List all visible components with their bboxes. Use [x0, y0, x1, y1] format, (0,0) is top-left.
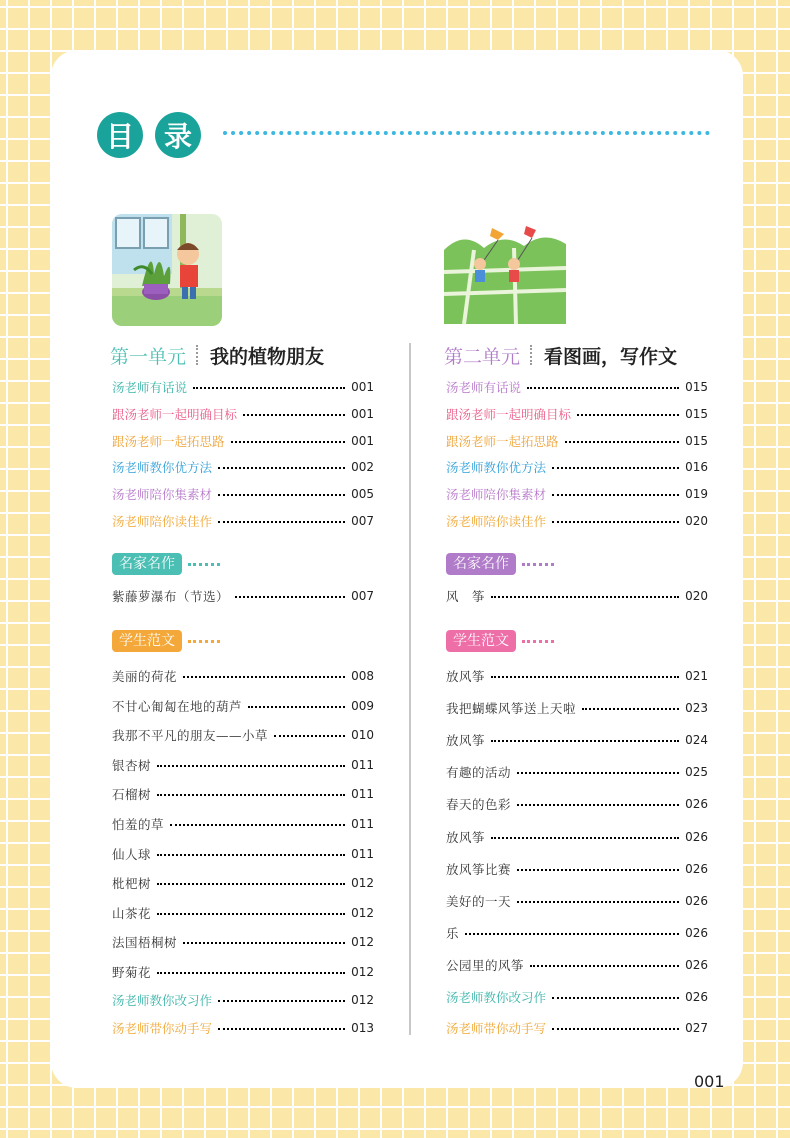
toc-entry-label: 风 筝: [446, 589, 486, 604]
toc-entry-student-work[interactable]: [112, 932, 374, 952]
toc-leader-dots: [552, 1028, 679, 1030]
page-number: 001: [694, 1072, 725, 1091]
toc-entry-closing[interactable]: [446, 1018, 708, 1038]
toc-entry-closing[interactable]: [112, 990, 374, 1010]
toc-entry-label: 汤老师有话说: [446, 380, 522, 395]
toc-leader-dots: [582, 708, 679, 710]
toc-entry-student-work[interactable]: [112, 903, 374, 923]
toc-leader-dots: [552, 521, 679, 523]
famous-works-label: 名家名作: [446, 553, 516, 575]
toc-entry-page: 026: [685, 990, 708, 1004]
toc-entry-student-work[interactable]: [446, 698, 708, 718]
toc-entry-page: 026: [685, 926, 708, 940]
toc-entry-section[interactable]: [112, 457, 374, 477]
toc-entry-label: 汤老师教你改习作: [112, 993, 213, 1008]
toc-leader-dots: [248, 706, 345, 708]
toc-entry-label: 跟汤老师一起拓思路: [112, 434, 225, 449]
toc-entry-page: 021: [685, 669, 708, 683]
toc-entry-page: 011: [351, 847, 374, 861]
toc-entry-page: 011: [351, 758, 374, 772]
toc-leader-dots: [491, 740, 679, 742]
toc-entry-student-work[interactable]: [446, 859, 708, 879]
toc-entry-label: 我把蝴蝶风筝送上天啦: [446, 701, 577, 716]
toc-title: [97, 112, 201, 162]
toc-entry-section[interactable]: [446, 431, 708, 451]
famous-works-tag: [112, 553, 220, 575]
toc-leader-dots: [231, 441, 346, 443]
toc-entry-page: 026: [685, 797, 708, 811]
toc-leader-dots: [157, 794, 345, 796]
toc-entry-page: 013: [351, 1021, 374, 1035]
toc-entry-page: 001: [351, 434, 374, 448]
toc-leader-dots: [157, 972, 345, 974]
student-works-label: 学生范文: [112, 630, 182, 652]
toc-entry-label: 枇杷树: [112, 876, 152, 891]
toc-entry-page: 010: [351, 728, 374, 742]
toc-entry-label: 汤老师教你优方法: [112, 460, 213, 475]
toc-entry-famous-work[interactable]: [446, 586, 708, 606]
toc-entry-student-work[interactable]: [446, 923, 708, 943]
toc-leader-dots: [274, 735, 345, 737]
toc-entry-section[interactable]: [446, 457, 708, 477]
title-char-2: 录: [155, 112, 201, 158]
toc-entry-student-work[interactable]: [446, 794, 708, 814]
toc-entry-student-work[interactable]: [112, 725, 374, 745]
unit-header: [444, 342, 677, 368]
toc-leader-dots: [218, 494, 345, 496]
toc-entry-label: 汤老师带你动手写: [446, 1021, 547, 1036]
toc-entry-page: 027: [685, 1021, 708, 1035]
toc-entry-label: 汤老师教你改习作: [446, 990, 547, 1005]
toc-entry-section[interactable]: [446, 404, 708, 424]
toc-entry-student-work[interactable]: [446, 762, 708, 782]
unit-name: 看图画，写作文: [544, 345, 678, 368]
toc-entry-label: 公园里的风筝: [446, 958, 525, 973]
toc-entry-section[interactable]: [446, 511, 708, 531]
toc-entry-page: 012: [351, 876, 374, 890]
toc-entry-label: 放风筝: [446, 669, 486, 684]
toc-entry-page: 002: [351, 460, 374, 474]
tag-dots: [188, 640, 220, 643]
toc-entry-section[interactable]: [112, 511, 374, 531]
toc-leader-dots: [157, 883, 345, 885]
toc-leader-dots: [517, 901, 679, 903]
toc-entry-closing[interactable]: [446, 987, 708, 1007]
toc-leader-dots: [218, 1000, 345, 1002]
toc-leader-dots: [491, 837, 679, 839]
toc-entry-label: 山茶花: [112, 906, 152, 921]
toc-entry-page: 001: [351, 380, 374, 394]
toc-entry-student-work[interactable]: [112, 962, 374, 982]
unit-header-separator: [530, 345, 534, 365]
toc-leader-dots: [157, 913, 345, 915]
toc-entry-label: 有趣的活动: [446, 765, 512, 780]
toc-leader-dots: [491, 596, 679, 598]
toc-entry-label: 石榴树: [112, 787, 152, 802]
toc-entry-label: 春天的色彩: [446, 797, 512, 812]
toc-leader-dots: [193, 387, 345, 389]
toc-entry-section[interactable]: [446, 484, 708, 504]
toc-entry-page: 020: [685, 514, 708, 528]
toc-entry-label: 乐: [446, 926, 460, 941]
toc-entry-label: 放风筝: [446, 830, 486, 845]
toc-leader-dots: [243, 414, 345, 416]
toc-entry-student-work[interactable]: [112, 844, 374, 864]
toc-entry-label: 怕羞的草: [112, 817, 165, 832]
toc-entry-label: 汤老师陪你读佳作: [446, 514, 547, 529]
toc-leader-dots: [465, 933, 679, 935]
toc-leader-dots: [235, 596, 345, 598]
famous-works-label: 名家名作: [112, 553, 182, 575]
toc-leader-dots: [552, 467, 679, 469]
toc-leader-dots: [517, 869, 679, 871]
unit-header: [110, 342, 324, 368]
toc-entry-page: 008: [351, 669, 374, 683]
toc-entry-page: 007: [351, 514, 374, 528]
toc-entry-label: 汤老师有话说: [112, 380, 188, 395]
toc-entry-label: 放风筝比赛: [446, 862, 512, 877]
famous-works-tag: [446, 553, 554, 575]
toc-entry-page: 001: [351, 407, 374, 421]
toc-entry-label: 仙人球: [112, 847, 152, 862]
toc-entry-label: 汤老师带你动手写: [112, 1021, 213, 1036]
toc-entry-student-work[interactable]: [112, 873, 374, 893]
toc-entry-label: 紫藤萝瀑布（节选）: [112, 589, 230, 604]
student-works-tag: [446, 630, 554, 652]
toc-entry-page: 019: [685, 487, 708, 501]
toc-entry-page: 012: [351, 965, 374, 979]
tag-dots: [522, 640, 554, 643]
student-works-tag: [112, 630, 220, 652]
toc-leader-dots: [517, 772, 679, 774]
toc-entry-famous-work[interactable]: [112, 586, 374, 606]
toc-entry-page: 026: [685, 862, 708, 876]
toc-entry-page: 023: [685, 701, 708, 715]
column-divider: [409, 343, 411, 1035]
toc-entry-page: 026: [685, 830, 708, 844]
tag-dots: [522, 563, 554, 566]
toc-leader-dots: [517, 804, 679, 806]
toc-leader-dots: [183, 676, 345, 678]
toc-entry-label: 汤老师陪你读佳作: [112, 514, 213, 529]
toc-entry-section[interactable]: [446, 377, 708, 397]
toc-entry-page: 005: [351, 487, 374, 501]
toc-entry-section[interactable]: [112, 484, 374, 504]
toc-entry-student-work[interactable]: [446, 730, 708, 750]
toc-entry-label: 法国梧桐树: [112, 935, 178, 950]
toc-entry-page: 015: [685, 434, 708, 448]
toc-entry-student-work[interactable]: [446, 666, 708, 686]
toc-leader-dots: [218, 521, 345, 523]
toc-entry-page: 015: [685, 380, 708, 394]
toc-leader-dots: [530, 965, 679, 967]
toc-leader-dots: [157, 854, 345, 856]
boy-watering-plant-illustration: [112, 214, 222, 326]
title-dotted-line: [223, 131, 710, 135]
toc-entry-student-work[interactable]: [112, 814, 374, 834]
toc-leader-dots: [218, 467, 345, 469]
toc-entry-label: 跟汤老师一起明确目标: [446, 407, 572, 422]
toc-entry-page: 009: [351, 699, 374, 713]
toc-leader-dots: [552, 494, 679, 496]
toc-entry-page: 025: [685, 765, 708, 779]
toc-entry-section[interactable]: [112, 404, 374, 424]
toc-entry-page: 011: [351, 787, 374, 801]
title-char-1: 目: [97, 112, 143, 158]
toc-entry-label: 跟汤老师一起明确目标: [112, 407, 238, 422]
tag-dots: [188, 563, 220, 566]
toc-entry-label: 汤老师陪你集素材: [112, 487, 213, 502]
toc-entry-page: 011: [351, 817, 374, 831]
student-works-label: 学生范文: [446, 630, 516, 652]
toc-entry-student-work[interactable]: [446, 955, 708, 975]
unit-number: 第一单元: [110, 345, 187, 368]
toc-entry-page: 012: [351, 906, 374, 920]
toc-entry-section[interactable]: [112, 377, 374, 397]
toc-leader-dots: [183, 942, 345, 944]
toc-entry-label: 汤老师教你优方法: [446, 460, 547, 475]
toc-entry-student-work[interactable]: [446, 827, 708, 847]
toc-entry-label: 美丽的荷花: [112, 669, 178, 684]
toc-entry-student-work[interactable]: [446, 891, 708, 911]
toc-entry-student-work[interactable]: [112, 784, 374, 804]
toc-entry-label: 放风筝: [446, 733, 486, 748]
toc-entry-student-work[interactable]: [112, 666, 374, 686]
toc-entry-page: 007: [351, 589, 374, 603]
toc-entry-page: 016: [685, 460, 708, 474]
toc-entry-student-work[interactable]: [112, 696, 374, 716]
toc-leader-dots: [218, 1028, 345, 1030]
unit-name: 我的植物朋友: [210, 345, 325, 368]
toc-entry-page: 024: [685, 733, 708, 747]
toc-entry-page: 026: [685, 958, 708, 972]
toc-entry-page: 026: [685, 894, 708, 908]
toc-entry-closing[interactable]: [112, 1018, 374, 1038]
toc-entry-label: 不甘心匍匐在地的葫芦: [112, 699, 243, 714]
toc-entry-label: 汤老师陪你集素材: [446, 487, 547, 502]
toc-entry-student-work[interactable]: [112, 755, 374, 775]
toc-entry-label: 跟汤老师一起拓思路: [446, 434, 559, 449]
toc-leader-dots: [491, 676, 679, 678]
toc-entry-label: 野菊花: [112, 965, 152, 980]
toc-entry-section[interactable]: [112, 431, 374, 451]
unit-header-separator: [196, 345, 200, 365]
toc-entry-label: 我那不平凡的朋友——小草: [112, 728, 269, 743]
unit-number: 第二单元: [444, 345, 521, 368]
toc-entry-label: 银杏树: [112, 758, 152, 773]
toc-leader-dots: [552, 997, 679, 999]
toc-leader-dots: [565, 441, 680, 443]
toc-entry-page: 020: [685, 589, 708, 603]
toc-entry-page: 015: [685, 407, 708, 421]
toc-leader-dots: [170, 824, 345, 826]
kids-flying-kites-illustration: [444, 220, 566, 324]
toc-leader-dots: [527, 387, 679, 389]
toc-leader-dots: [157, 765, 345, 767]
toc-leader-dots: [577, 414, 679, 416]
toc-entry-page: 012: [351, 993, 374, 1007]
toc-entry-page: 012: [351, 935, 374, 949]
toc-entry-label: 美好的一天: [446, 894, 512, 909]
